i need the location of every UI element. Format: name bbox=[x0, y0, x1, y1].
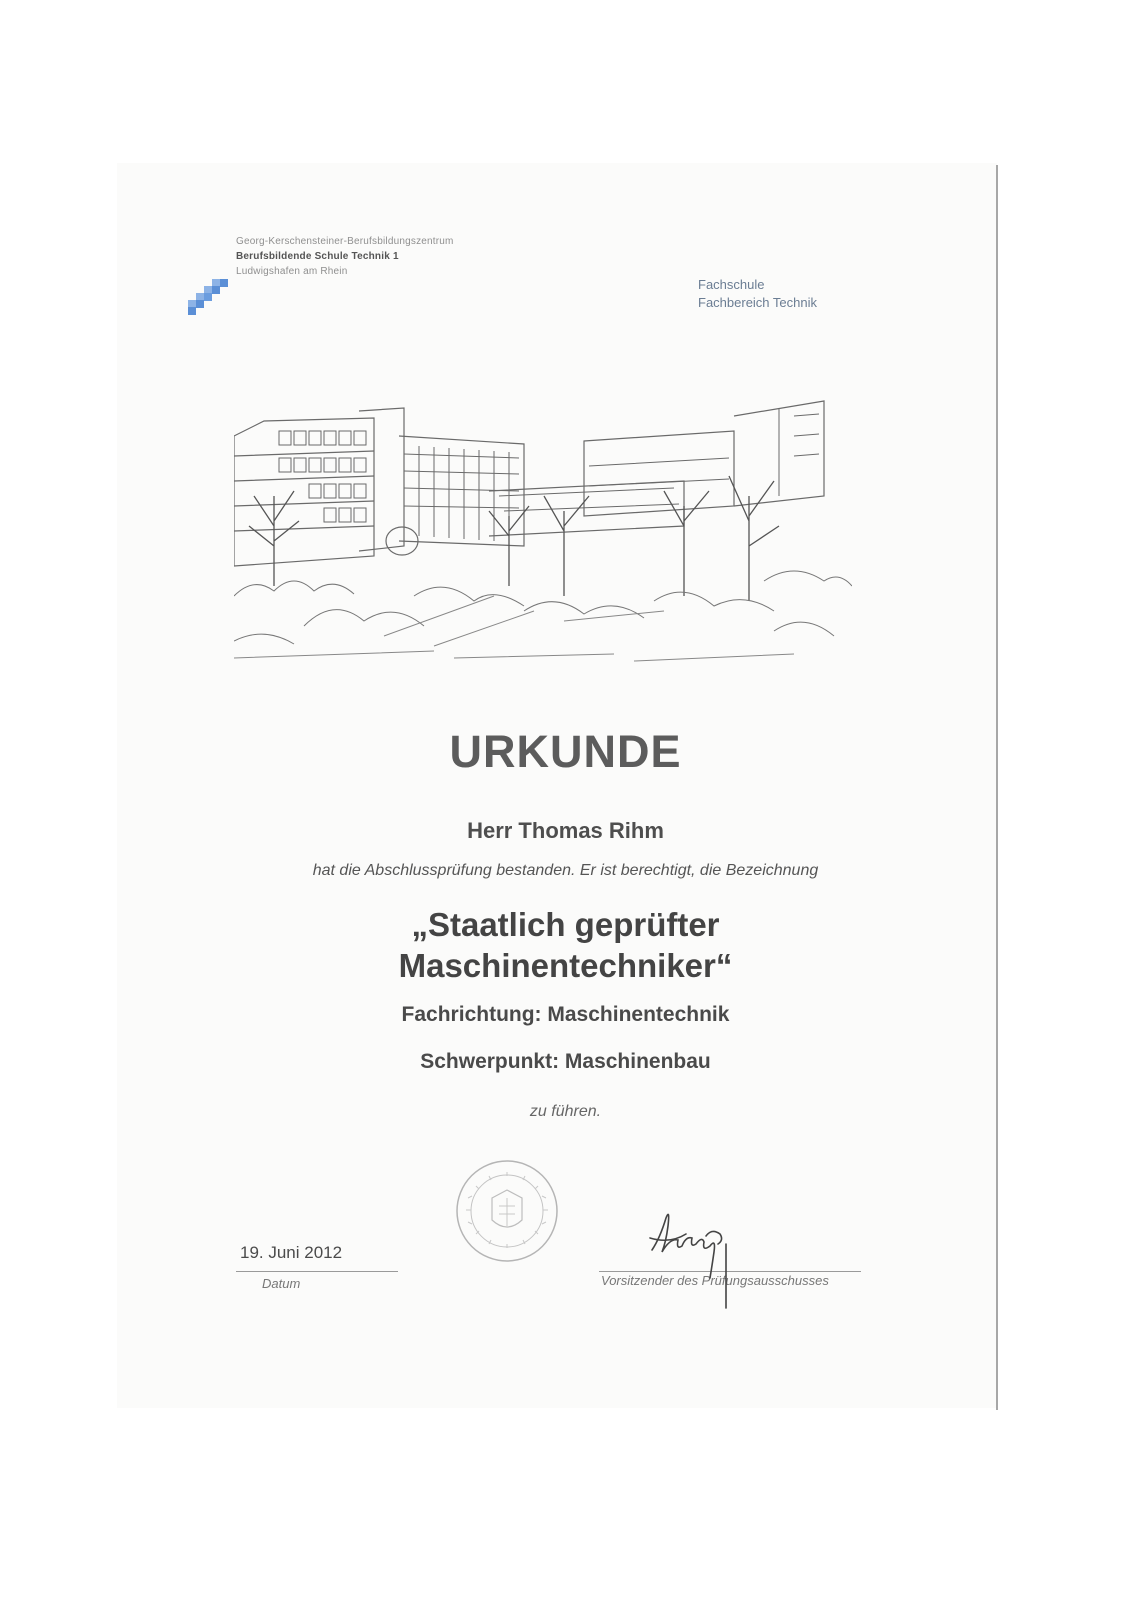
certificate-title: URKUNDE bbox=[449, 726, 682, 777]
department-block bbox=[698, 276, 817, 312]
department-line1: Fachschule bbox=[698, 277, 765, 292]
signature-label: Vorsitzender des Prüfungsausschusses bbox=[601, 1273, 829, 1288]
school-name-block bbox=[236, 234, 454, 279]
handwritten-signature bbox=[640, 1208, 760, 1318]
school-city: Ludwigshafen am Rhein bbox=[236, 266, 348, 277]
intro-text: hat die Abschlussprüfung bestanden. Er ist berechtigt, die Bezeichnung bbox=[312, 862, 819, 879]
closing-text: zu führen. bbox=[529, 1103, 602, 1120]
department-line2: Fachbereich Technik bbox=[698, 295, 817, 310]
issue-date: 19. Juni 2012 bbox=[240, 1243, 343, 1262]
recipient-name: Herr Thomas Rihm bbox=[467, 818, 664, 843]
school-name-line2: Berufsbildende Schule Technik 1 bbox=[236, 251, 399, 262]
school-logo-icon bbox=[188, 279, 228, 315]
school-name-line1: Georg-Kerschensteiner-Berufsbildungszentrum bbox=[236, 236, 454, 247]
designation bbox=[0, 904, 1131, 986]
designation-line2: Maschinentechniker“ bbox=[398, 947, 733, 984]
specialization: Schwerpunkt: Maschinenbau bbox=[420, 1050, 711, 1073]
date-label: Datum bbox=[262, 1276, 301, 1291]
field-of-study: Fachrichtung: Maschinentechnik bbox=[401, 1003, 730, 1026]
official-seal-icon bbox=[454, 1158, 560, 1264]
school-building-drawing bbox=[234, 396, 852, 686]
paper-edge bbox=[996, 165, 998, 1410]
designation-line1: „Staatlich geprüfter bbox=[411, 906, 720, 943]
date-line bbox=[236, 1271, 398, 1272]
